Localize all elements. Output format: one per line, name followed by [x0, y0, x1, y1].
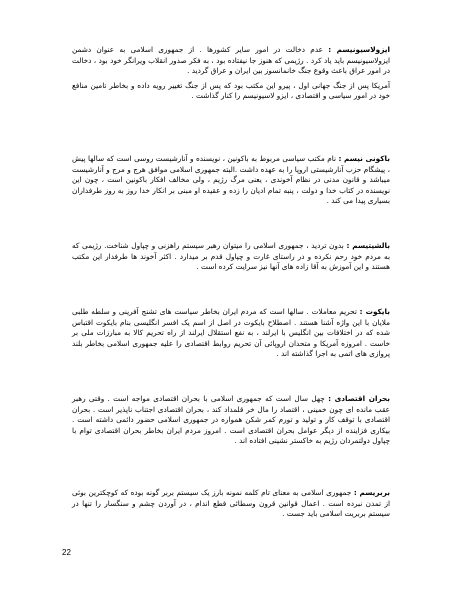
entry-barbarism	[72, 488, 390, 520]
entry-text: عدم دخالت در امور سایر کشورها . از جمهوری اسلامی به عنوان دشمن ایزولاسیونیسم باید یاد کرد . رژیمی که هنوز جا نیفتاده بود ، به فکر صدور انقلاب ویرانگر خود بود ، دخالت در امور عراق باعث وقوع جنگ خانمانسوز بین ایران و عراق گردید .	[72, 45, 390, 76]
entry-paragraph	[72, 154, 390, 207]
entry-paragraph	[72, 307, 390, 360]
entry-text: تحریم معاملات . سالها است که مردم ایران بخاطر سیاست های تشنج آفرینی و سلطه طلبی ملایان با این واژه آشنا هستند . اصطلاح بایکوت در اصل از اسم یک افسر انگلیسی بنام بایکوت اقتباس شده که در اختلافات بین انگلیس با ایرلند ، به نفع استقلال ایرلند از راه تحریم کالا به مبارزات ملی بر خاست . امروزه آمریکا و متحدان اروپائی آن تحریم روابط اقتصادی را علیه جمهوری اسلامی بخاطر بلند پروازی های اتمی به اجرا گذاشته اند .	[72, 307, 390, 359]
entry-paragraph	[72, 81, 390, 102]
entry-text: چهل سال است که جمهوری اسلامی با بحران اقتصادی مواجه است . وقتی رهبر عقب مانده ای چون خمینی ، اقتصاد را مال خر قلمداد کند ، بحران اقتصادی اجتناب ناپذیر است . بحران اقتصادی با توقف کار و تولید و تورم کمر شکن همواره در جمهوری اسلامی حضور دائمی داشته است . بیکاری فزاینده از دیگر عوامل بحران اقتصادی است . امروز مردم ایران بخاطر بحران اقتصادی توام با چپاول دولتمردان رژیم به خاکستر نشینی افتاده اند .	[72, 394, 390, 446]
entry-term: باکونی نیسم :	[338, 154, 390, 163]
entry-term: ایزولاسیونیسم :	[328, 45, 390, 54]
entry-paragraph	[72, 45, 390, 77]
entry-term: بربریسم :	[353, 488, 390, 497]
entry-paragraph	[72, 394, 390, 447]
entry-text: نام مکتب سیاسی مربوط به باکونین ، نویسنده و آنارشیست روسی است که سالها پیش ، پیشگام حزب آنارشیستی اروپا را به عهده داشت .البته جمهوری اسلامی موافق هرج و مرج و آنارشیست میباشد و قانون مدنی در نظام آخوندی ، یعنی مرگ رژیم ، ولی مخالف افکار باکونین است ، چون این نویسنده در کتاب خدا و دولت ، پنبه تمام ادیان را زده و عقیده او مبنی بر انکار خدا روز به روز طرفداران بسیاری پیدا می کند .	[72, 154, 390, 206]
entry-text: آمریکا پس از جنگ جهانی اول ، پیرو این مکتب بود که پس از جنگ تغییر رویه داده و بخاطر تامین منافع خود در امور سیاسی و اقتصادی ، ایزو لاسیونیسم را کنار گذاشت .	[72, 80, 390, 101]
entry-boycott	[72, 307, 390, 360]
entry-bakuninism	[72, 154, 390, 207]
entry-bolshevism	[72, 241, 390, 273]
entry-text: بدون تردید ، جمهوری اسلامی را میتوان رهبر سیستم راهزنی و چپاول شناخت. رژیمی که به مردم خود رحم نکرده و در راستای غارت و چپاول قدم بر میدارد . اکثر آخوند ها طرفدار این مکتب هستند و این آموزش به آقا زاده های آنها نیز سرایت کرده است .	[72, 241, 390, 272]
entry-economic-crisis	[72, 394, 390, 447]
entry-term: بایکوت :	[359, 307, 390, 316]
entry-isolationism	[72, 45, 390, 102]
entry-paragraph	[72, 241, 390, 273]
page-number: 22	[62, 548, 71, 557]
entry-text: جمهوری اسلامی به معنای تام کلمه نمونه بارز یک سیستم بربر گونه بوده که کوچکترین بوئی از تمدن نبرده است . اعمال قوانین قرون وسطائی قطع اندام ، در آوردن چشم و سنگسار را تنها در سیستم بربریت اسلامی باید جست .	[72, 488, 390, 519]
entry-term: بحران اقتصادی :	[328, 394, 390, 403]
entry-term: بالشیتیسم :	[346, 241, 391, 250]
entry-paragraph	[72, 488, 390, 520]
